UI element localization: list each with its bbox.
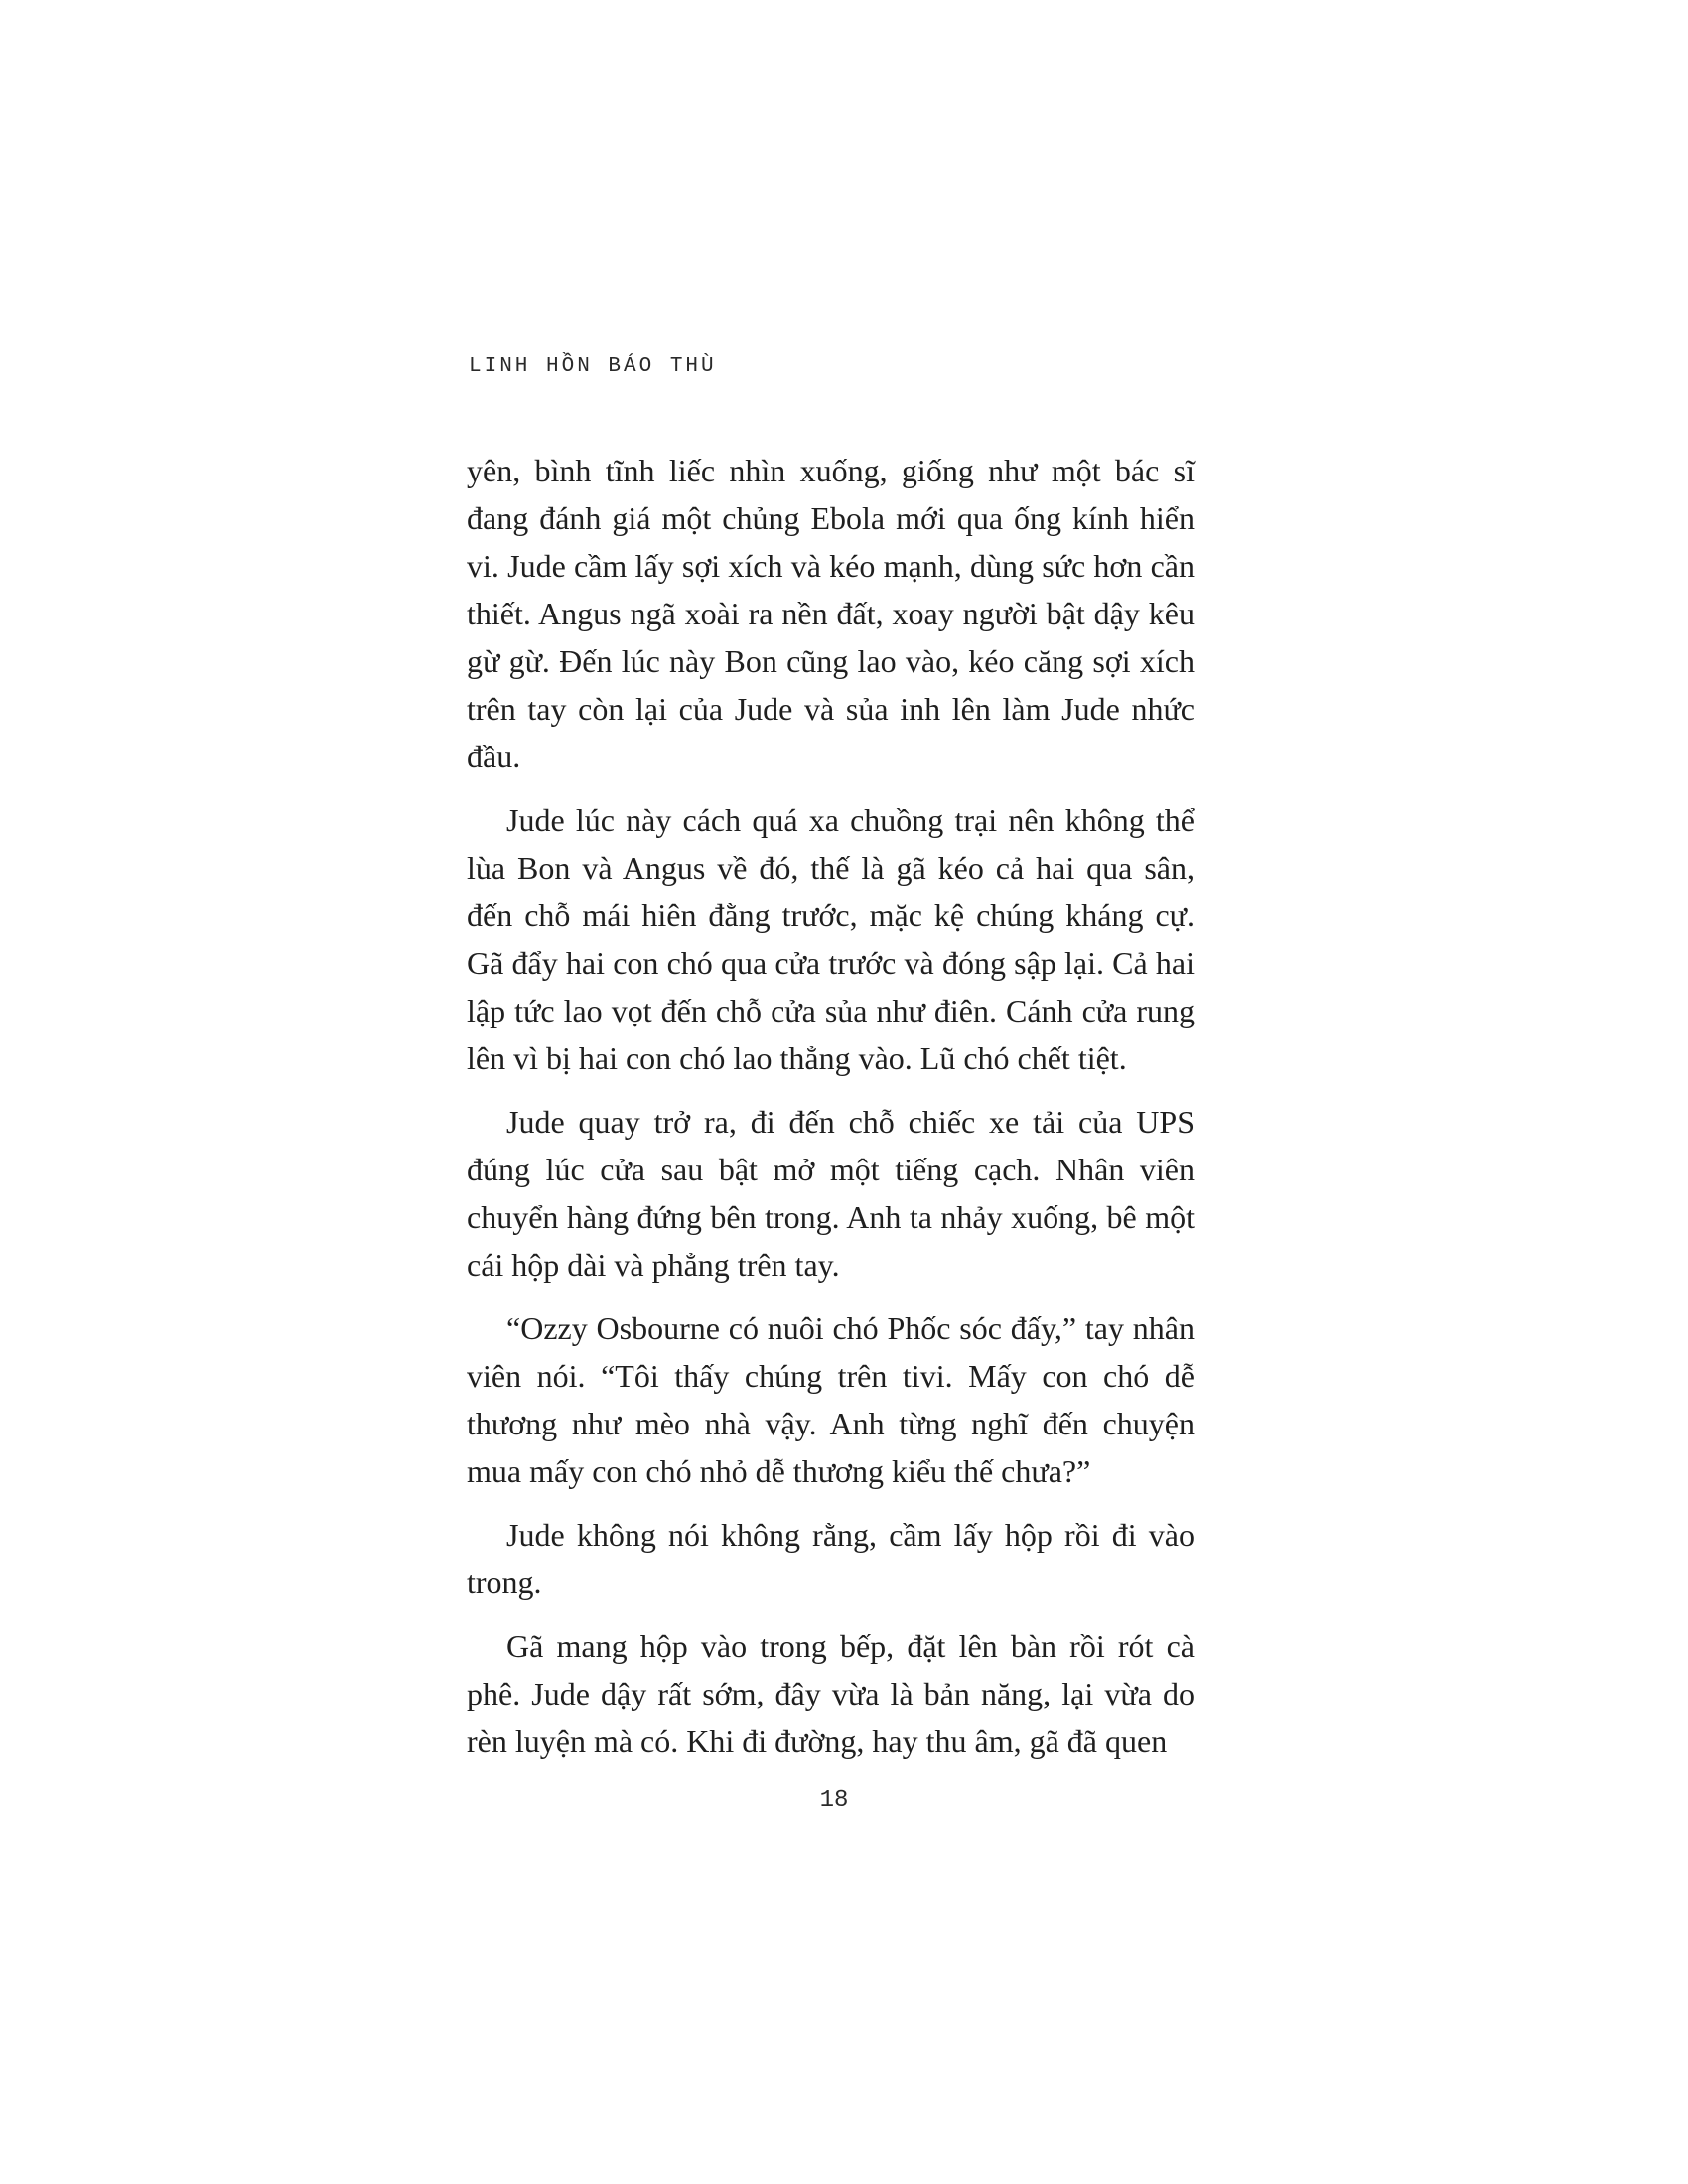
running-header: LINH HỒN BÁO THÙ	[469, 355, 717, 378]
paragraph: Jude không nói không rằng, cầm lấy hộp rồi đi vào trong.	[467, 1517, 1195, 1600]
paragraph: yên, bình tĩnh liếc nhìn xuống, giống như một bác sĩ đang đánh giá một chủng Ebola mới qua ống kính hiển vi. Jude cầm lấy sợi xích và kéo mạnh, dùng sức hơn cần thiết. Angus ngã xoài ra nền đất, xoay người bật dậy kêu gừ gừ. Đến lúc này Bon cũng lao vào, kéo căng sợi xích trên tay còn lại của Jude và sủa inh lên làm Jude nhức đầu.	[467, 453, 1195, 774]
paragraph: Jude lúc này cách quá xa chuồng trại nên không thể lùa Bon và Angus về đó, thế là gã kéo cả hai qua sân, đến chỗ mái hiên đằng trước, mặc kệ chúng kháng cự. Gã đẩy hai con chó qua cửa trước và đóng sập lại. Cả hai lập tức lao vọt đến chỗ cửa sủa như điên. Cánh cửa rung lên vì bị hai con chó lao thẳng vào. Lũ chó chết tiệt.	[467, 802, 1195, 1076]
paragraph: Jude quay trở ra, đi đến chỗ chiếc xe tải của UPS đúng lúc cửa sau bật mở một tiếng cạch. Nhân viên chuyển hàng đứng bên trong. Anh ta nhảy xuống, bê một cái hộp dài và phẳng trên tay.	[467, 1104, 1195, 1283]
page-number: 18	[819, 1787, 849, 1814]
paragraph: “Ozzy Osbourne có nuôi chó Phốc sóc đấy,” tay nhân viên nói. “Tôi thấy chúng trên tivi. Mấy con chó dễ thương như mèo nhà vậy. Anh từng nghĩ đến chuyện mua mấy con chó nhỏ dễ thương kiểu thế chưa?”	[467, 1310, 1195, 1489]
body-text	[467, 447, 1195, 1781]
paragraph: Gã mang hộp vào trong bếp, đặt lên bàn rồi rót cà phê. Jude dậy rất sớm, đây vừa là bản năng, lại vừa do rèn luyện mà có. Khi đi đường, hay thu âm, gã đã quen	[467, 1628, 1195, 1759]
